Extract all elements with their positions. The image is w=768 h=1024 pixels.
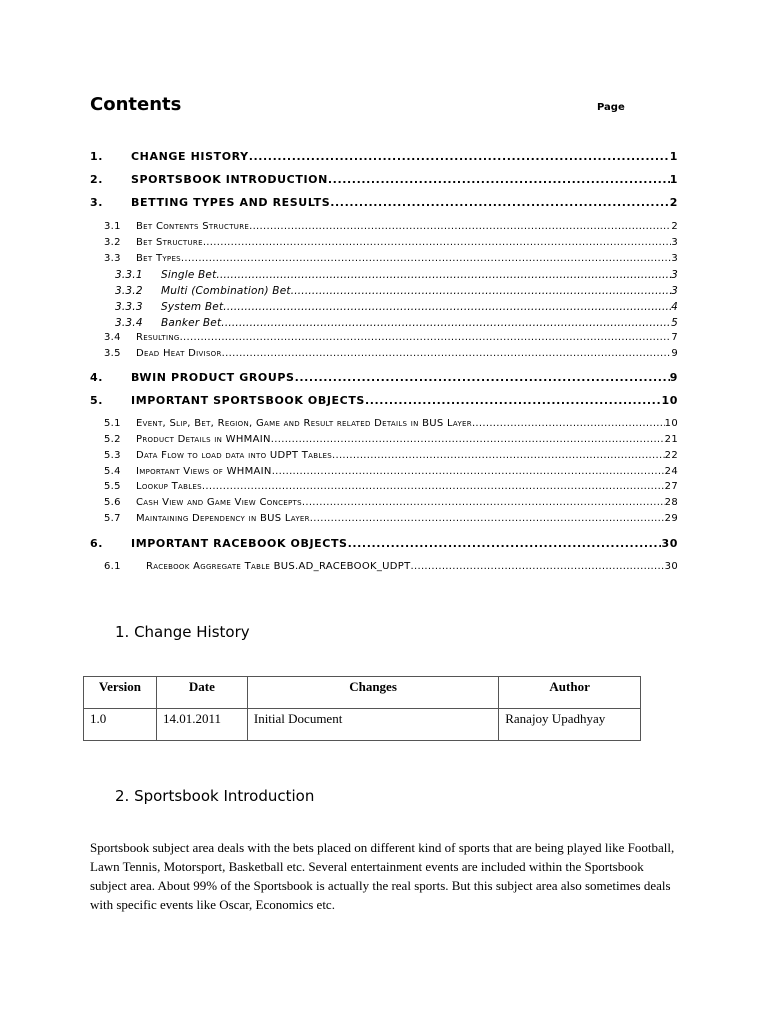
toc-entry-title: Multi (Combination) Bet xyxy=(161,285,291,297)
toc-entry-3[interactable] xyxy=(90,196,678,210)
toc-entry-number: 3.1 xyxy=(104,221,121,232)
toc-entry-title: Racebook Aggregate Table BUS.AD_RACEBOOK_UDPT xyxy=(146,561,411,572)
toc-entry-page: 2 xyxy=(669,196,678,209)
toc-entry-5[interactable] xyxy=(90,394,678,408)
toc-dot-leader xyxy=(328,173,670,186)
toc-entry-title: BWIN PRODUCT GROUPS xyxy=(131,371,295,384)
toc-entry-title: IMPORTANT SPORTSBOOK OBJECTS xyxy=(131,394,365,407)
toc-entry-page: 30 xyxy=(661,537,678,550)
column-header-version: Version xyxy=(84,677,157,709)
toc-entry-title: Single Bet xyxy=(161,269,217,281)
toc-entry-number: 4. xyxy=(90,371,104,384)
toc-entry-number: 1. xyxy=(90,150,104,163)
toc-entry-page: 10 xyxy=(664,418,678,429)
toc-entry-title: CHANGE HISTORY xyxy=(131,150,249,163)
toc-entry-number: 3.3.4 xyxy=(115,317,143,329)
toc-dot-leader xyxy=(348,537,662,550)
cell-version: 1.0 xyxy=(84,709,157,741)
sportsbook-intro-heading: 2. Sportsbook Introduction xyxy=(115,787,315,805)
toc-dot-leader xyxy=(249,150,670,163)
toc-entry-number: 2. xyxy=(90,173,104,186)
column-header-changes: Changes xyxy=(247,677,498,709)
toc-entry-title: SPORTSBOOK INTRODUCTION xyxy=(131,173,328,186)
toc-entry-3-3-3[interactable] xyxy=(115,301,678,314)
toc-entry-page: 3 xyxy=(671,269,678,281)
toc-entry-4[interactable] xyxy=(90,371,678,385)
toc-dot-leader xyxy=(223,301,671,313)
toc-entry-3-3-2[interactable] xyxy=(115,285,678,298)
toc-entry-page: 3 xyxy=(671,237,678,248)
toc-entry-page: 27 xyxy=(664,481,678,492)
toc-entry-page: 10 xyxy=(661,394,678,407)
change-history-heading: 1. Change History xyxy=(115,623,250,641)
toc-entry-page: 2 xyxy=(671,221,678,232)
toc-entry-title: System Bet xyxy=(161,301,224,313)
toc-dot-leader xyxy=(411,561,665,572)
toc-entry-number: 3.3.3 xyxy=(115,301,143,313)
change-history-table xyxy=(83,676,641,741)
toc-entry-number: 3.2 xyxy=(104,237,121,248)
toc-entry-page: 1 xyxy=(669,150,678,163)
toc-entry-title: Lookup Tables xyxy=(136,481,202,492)
toc-dot-leader xyxy=(180,332,672,343)
toc-entry-number: 5.5 xyxy=(104,481,121,492)
toc-entry-page: 5 xyxy=(671,317,678,329)
toc-dot-leader xyxy=(295,371,670,384)
toc-entry-page: 28 xyxy=(664,497,678,508)
toc-dot-leader xyxy=(302,497,665,508)
toc-entry-title: Bet Contents Structure xyxy=(136,221,250,232)
toc-entry-1[interactable] xyxy=(90,150,678,164)
toc-dot-leader xyxy=(222,348,672,359)
toc-entry-number: 5.6 xyxy=(104,497,121,508)
column-header-author: Author xyxy=(499,677,641,709)
toc-dot-leader xyxy=(330,196,669,209)
toc-entry-3-4[interactable] xyxy=(104,332,678,345)
contents-title: Contents xyxy=(90,94,182,115)
toc-entry-3-1[interactable] xyxy=(104,221,678,234)
toc-entry-number: 5.7 xyxy=(104,513,121,524)
toc-dot-leader xyxy=(332,450,665,461)
cell-changes: Initial Document xyxy=(247,709,498,741)
table-row xyxy=(84,709,641,741)
toc-entry-title: Cash View and Game View Concepts xyxy=(136,497,302,508)
toc-entry-3-3[interactable] xyxy=(104,253,678,266)
toc-entry-title: Event, Slip, Bet, Region, Game and Result related Details in BUS Layer xyxy=(136,418,472,429)
toc-entry-5-1[interactable] xyxy=(104,418,678,431)
toc-entry-page: 4 xyxy=(671,301,678,313)
toc-dot-leader xyxy=(203,237,672,248)
column-header-date: Date xyxy=(156,677,247,709)
toc-entry-3-5[interactable] xyxy=(104,348,678,361)
toc-entry-number: 6.1 xyxy=(104,561,121,572)
toc-entry-page: 30 xyxy=(664,561,678,572)
toc-entry-title: Maintaining Dependency in BUS Layer xyxy=(136,513,310,524)
toc-entry-6[interactable] xyxy=(90,537,678,551)
toc-dot-leader xyxy=(216,269,671,281)
toc-entry-title: Bet Structure xyxy=(136,237,203,248)
toc-entry-page: 1 xyxy=(669,173,678,186)
toc-dot-leader xyxy=(291,285,671,297)
sportsbook-intro-paragraph: Sportsbook subject area deals with the bets placed on different kind of sports that are being played like Football, Lawn Tennis, Motorsport, Basketball etc. Several entertainment events are included within the Sportsbook subject area. About 99% of the Sportsbook is actually the real sports. But this subject area also sometimes deals with specific events like Oscar, Economics etc. xyxy=(90,840,675,912)
toc-entry-number: 5.2 xyxy=(104,434,121,445)
toc-dot-leader xyxy=(472,418,665,429)
toc-entry-page: 9 xyxy=(671,348,678,359)
toc-entry-number: 6. xyxy=(90,537,104,550)
toc-entry-title: Important Views of WHMAIN xyxy=(136,466,272,477)
toc-entry-title: Bet Types xyxy=(136,253,181,264)
toc-entry-number: 5. xyxy=(90,394,104,407)
toc-entry-page: 29 xyxy=(664,513,678,524)
toc-entry-number: 5.1 xyxy=(104,418,121,429)
toc-entry-page: 21 xyxy=(664,434,678,445)
toc-dot-leader xyxy=(310,513,665,524)
toc-entry-number: 3.3 xyxy=(104,253,121,264)
toc-entry-title: BETTING TYPES AND RESULTS xyxy=(131,196,331,209)
toc-entry-number: 3.3.1 xyxy=(115,269,143,281)
toc-entry-5-6[interactable] xyxy=(104,497,678,510)
toc-entry-5-7[interactable] xyxy=(104,513,678,526)
toc-entry-number: 3.4 xyxy=(104,332,121,343)
toc-entry-number: 5.4 xyxy=(104,466,121,477)
toc-entry-title: Resulting xyxy=(136,332,180,343)
toc-entry-3-2[interactable] xyxy=(104,237,678,250)
toc-entry-5-2[interactable] xyxy=(104,434,678,447)
toc-entry-page: 24 xyxy=(664,466,678,477)
toc-entry-page: 7 xyxy=(671,332,678,343)
toc-dot-leader xyxy=(221,317,671,329)
toc-entry-number: 3.5 xyxy=(104,348,121,359)
toc-entry-number: 3. xyxy=(90,196,104,209)
toc-entry-2[interactable] xyxy=(90,173,678,187)
toc-dot-leader xyxy=(181,253,671,264)
cell-author: Ranajoy Upadhyay xyxy=(499,709,641,741)
toc-entry-title: Dead Heat Divisor xyxy=(136,348,222,359)
toc-entry-page: 22 xyxy=(664,450,678,461)
toc-entry-5-4[interactable] xyxy=(104,466,678,479)
toc-entry-page: 3 xyxy=(671,285,678,297)
toc-dot-leader xyxy=(249,221,671,232)
toc-entry-page: 3 xyxy=(671,253,678,264)
toc-dot-leader xyxy=(272,466,665,477)
page-column-label: Page xyxy=(597,102,625,113)
toc-dot-leader xyxy=(271,434,665,445)
toc-entry-5-3[interactable] xyxy=(104,450,678,463)
toc-entry-5-5[interactable] xyxy=(104,481,678,494)
toc-entry-3-3-1[interactable] xyxy=(115,269,678,282)
toc-entry-3-3-4[interactable] xyxy=(115,317,678,330)
toc-entry-title: Product Details in WHMAIN xyxy=(136,434,271,445)
toc-entry-title: Data Flow to load data into UDPT Tables xyxy=(136,450,332,461)
toc-entry-title: Banker Bet xyxy=(161,317,222,329)
toc-entry-page: 9 xyxy=(669,371,678,384)
toc-entry-6-1[interactable] xyxy=(104,561,678,574)
toc-dot-leader xyxy=(365,394,662,407)
table-header-row xyxy=(84,677,641,709)
toc-dot-leader xyxy=(202,481,665,492)
toc-entry-title: IMPORTANT RACEBOOK OBJECTS xyxy=(131,537,348,550)
cell-date: 14.01.2011 xyxy=(156,709,247,741)
toc-entry-number: 3.3.2 xyxy=(115,285,143,297)
toc-entry-number: 5.3 xyxy=(104,450,121,461)
